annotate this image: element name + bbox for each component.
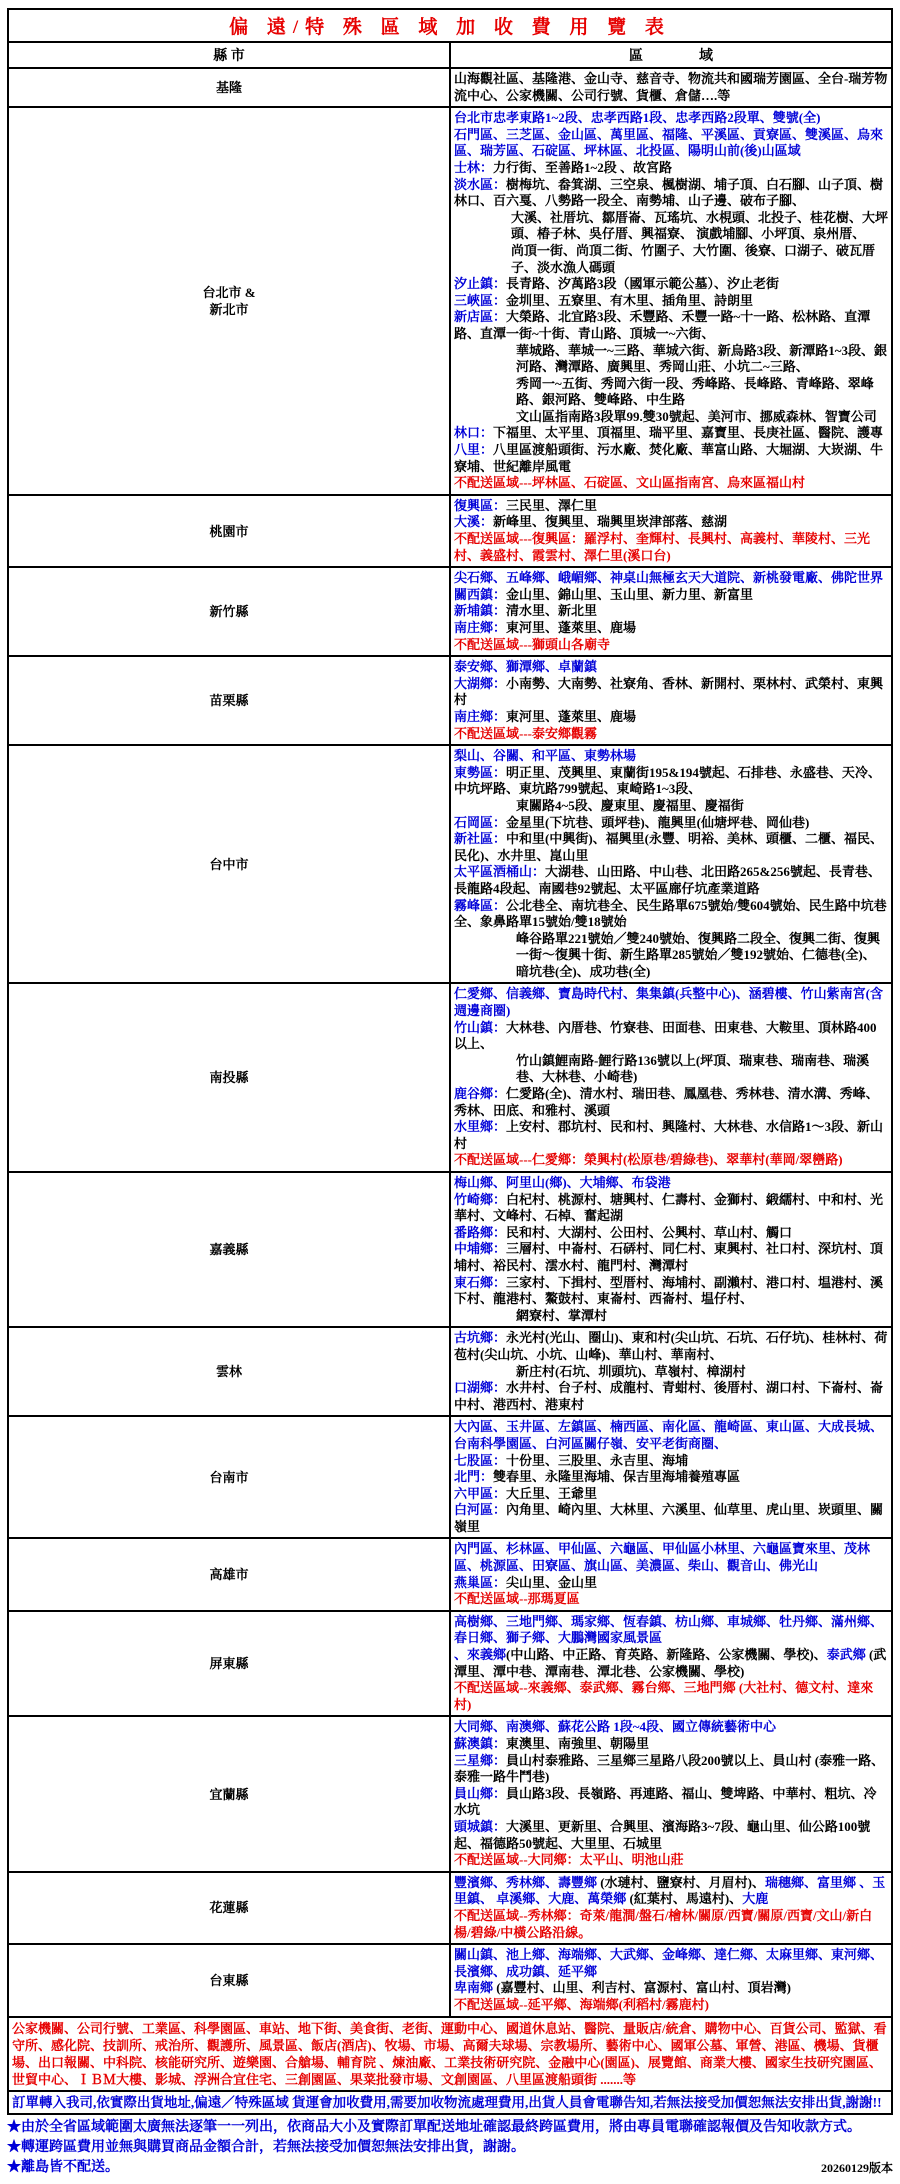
text-segment: 八里區渡船頭街、污水廠、焚化廠、華富山路、大堀湖、大崁湖、牛寮埔、世紀離岸風電 [454, 442, 884, 474]
text-segment: 霧峰區： [454, 897, 507, 913]
county-row [8, 107, 892, 495]
region-line [454, 1502, 888, 1535]
county-label: 苗栗縣 [8, 656, 450, 745]
county-label: 宜蘭縣 [8, 1716, 450, 1871]
region-line [454, 177, 888, 210]
region-cell [450, 1611, 892, 1717]
region-line [454, 1980, 888, 1997]
text-segment: 七股區： [454, 1452, 507, 1468]
region-line [454, 1453, 888, 1470]
text-segment: 文山區指南路3段單99.雙30號起、美河市、挪威森林、智寶公司 [516, 408, 877, 424]
region-cell [450, 983, 892, 1172]
county-row [8, 983, 892, 1172]
title-row [8, 9, 892, 42]
region-line [454, 659, 888, 676]
region-line [454, 243, 888, 276]
region-line [454, 71, 888, 104]
text-segment: 三民里、澤仁里 [506, 497, 598, 513]
text-segment: 淡水區： [454, 176, 507, 192]
region-line [454, 1719, 888, 1736]
text-segment: 泰武鄉 [826, 1647, 866, 1663]
special-places-row [8, 2017, 892, 2092]
county-label: 台東縣 [8, 1944, 450, 2016]
no-delivery-line [454, 726, 888, 743]
county-row [8, 1327, 892, 1416]
text-segment: 大內區、玉井區、左鎮區、楠西區、南化區、龍崎區、東山區、大成長城、台南科學園區、白河區關仔嶺、安平老街商圈、 [454, 1419, 884, 1451]
text-segment: 員山村泰雅路、三星鄉三星路八段200號以上、員山村 (泰雅一路、泰雅一路牛鬥巷) [454, 1752, 885, 1785]
region-line [454, 425, 888, 442]
text-segment: 永光村(光山、圈山)、東和村(尖山坑、石坑、石仔坑)、桂林村、荷苞村(尖山坑、小坑、山峰)、華山村、華南村、 [454, 1330, 888, 1362]
text-segment: 六甲區： [454, 1485, 507, 1501]
text-segment: 中和里(中興街)、福興里(永豐、明裕、美林、頭櫃、二櫃、福民、民化)、水井里、崑山里 [454, 831, 884, 863]
text-segment: 新庄村(石坑、圳頭坑)、草嶺村、樟湖村 [516, 1363, 746, 1379]
region-cell [450, 656, 892, 745]
region-cell [450, 567, 892, 656]
region-line [454, 1364, 888, 1381]
county-label: 花蓮縣 [8, 1872, 450, 1944]
text-segment: 仁愛鄉、信義鄉、寶島時代村、集集鎮(兵整中心)、涵碧樓、竹山紫南宮(含週邊商圈) [454, 986, 883, 1019]
star-note [7, 2118, 893, 2138]
star-note-text: ★離島皆不配送。 [7, 2160, 119, 2176]
region-cell [450, 107, 892, 495]
region-line [454, 376, 888, 409]
text-segment: 新社區： [454, 831, 507, 847]
text-segment: 東澳里、南強里、朝陽里 [506, 1736, 650, 1751]
text-segment: 大湖鄉： [454, 675, 507, 691]
text-segment: 梅山鄉、阿里山(鄉)、大埔鄉、布袋港 [454, 1175, 671, 1190]
text-segment: 尚頂一街、尚頂二街、竹圍子、大竹圍、後寮、口湖子、破瓦厝子、淡水漁人碼頭 [511, 242, 876, 275]
region-line [454, 309, 888, 342]
text-segment: 白河區： [454, 1502, 507, 1518]
region-line [454, 1486, 888, 1503]
text-segment: 東河里、蓬萊里、鹿場 [506, 620, 637, 635]
region-line [454, 1469, 888, 1486]
region-line [454, 1786, 888, 1819]
text-segment: 公北巷全、南坑巷全、民生路單675號始/雙604號始、民生路中坑巷全、象鼻路單15號始/雙18號始 [454, 897, 887, 930]
text-segment: 頭城鎮： [454, 1818, 507, 1834]
text-segment: 雙春里、永隆里海埔、保吉里海埔養殖專區 [493, 1469, 741, 1485]
region-line [454, 1541, 888, 1574]
region-line [454, 1330, 888, 1363]
region-cell [450, 1538, 892, 1610]
text-segment: 竹崎鄉： [454, 1191, 507, 1207]
text-segment: 山海觀社區、基隆港、金山寺、慈音寺、物流共和國瑞芳園區、全台-瑞芳物流中心、公家機關、公司行號、貨櫃、倉儲….等 [454, 71, 888, 103]
region-cell [450, 1172, 892, 1327]
text-segment: 樹梅坑、畚箕湖、三空泉、楓樹湖、埔子頂、白石腳、山子頂、樹林口、百六戛、八勢路一段全、南勢埔、山子邊、破布子腳、 [454, 176, 884, 209]
county-row [8, 495, 892, 567]
text-segment: 林口： [454, 425, 494, 441]
text-segment: 新峰里、復興里、瑞興里崁津部落、慈湖 [493, 514, 728, 530]
text-segment: 三層村、中崙村、石硦村、同仁村、東興村、社口村、深坑村、頂埔村、裕民村、澐水村、龍門村、灣潭村 [454, 1241, 884, 1273]
region-line [454, 1119, 888, 1152]
county-row [8, 1538, 892, 1610]
text-segment: 台北市忠孝東路1~2段、忠孝西路1段、忠孝西路2段單、雙號(全) [454, 110, 821, 126]
text-segment: 三星鄉： [454, 1752, 507, 1768]
county-label: 台北市 & 新北市 [8, 107, 450, 495]
text-segment: 瑞穗鄉、富里鄉 、玉里鎮、 卓溪鄉、大鹿、萬榮鄉 [454, 1874, 886, 1907]
text-segment: 十份里、三股里、永吉里、海埔 [506, 1452, 689, 1468]
text-segment: 金山里、錦山里、玉山里、新力里、新富里 [506, 586, 754, 602]
text-segment: 員山鄉： [454, 1785, 507, 1801]
text-segment: 古坑鄉： [454, 1330, 507, 1346]
county-label: 嘉義縣 [8, 1172, 450, 1327]
region-line [454, 1419, 888, 1452]
text-segment: 蘇澳鎮： [454, 1736, 507, 1751]
region-line [454, 1192, 888, 1225]
text-segment: 大溪、社厝坑、鄒厝崙、瓦瑤坑、水梘頭、北投子、桂花樹、大坪頭、椿子林、吳仔厝、興福寮、 演戲埔腳、小坪頂、泉州厝、 [511, 209, 889, 242]
text-segment: 高樹鄉、三地門鄉、瑪家鄉、恆春鎮、枋山鄉、車城鄉、牡丹鄉、滿州鄉、春日鄉、獅子鄉、大鵬灣國家風景區 [454, 1613, 884, 1646]
region-cell [450, 1716, 892, 1871]
region-line [454, 815, 888, 832]
region-line [454, 127, 888, 160]
region-line [454, 798, 888, 815]
text-segment: (紅葉村、馬遠村)、 [626, 1891, 743, 1907]
region-cell [450, 1416, 892, 1538]
version-label: 20260129版本 [820, 2161, 893, 2176]
region-line [454, 986, 888, 1019]
text-segment: 大榮路、北宜路3段、禾豐路、禾豐一路~十一路、松林路、直潭路、直潭一街~十街、青山路、頂城一~六街、 [454, 309, 871, 341]
text-segment: 不配送區域---獅頭山各廟寺 [454, 636, 610, 652]
no-delivery-line [454, 1152, 888, 1169]
text-segment: 梨山、谷關、和平區、東勢林場 [454, 748, 637, 764]
county-row [8, 1872, 892, 1944]
region-column-header: 區 域 [450, 42, 892, 68]
text-segment: (水璉村、鹽寮村、月眉村)、 [597, 1874, 765, 1890]
county-row [8, 1416, 892, 1538]
county-row [8, 1611, 892, 1717]
text-segment: 上安村、郡坑村、民和村、興隆村、大林巷、水信路1～3段、新山村 [454, 1119, 884, 1151]
county-label: 南投縣 [8, 983, 450, 1172]
region-line [454, 1647, 888, 1680]
header-row [8, 42, 892, 68]
region-line [454, 831, 888, 864]
county-label: 高雄市 [8, 1538, 450, 1610]
text-segment: 南庄鄉： [454, 708, 507, 724]
region-line [454, 864, 888, 897]
region-line [454, 1086, 888, 1119]
text-segment: 大湖巷、山田路、中山巷、北田路265&256號起、長青巷、長龍路4段起、南國巷92號起、太平區廍仔坑產業道路 [454, 864, 881, 896]
text-segment: 清水里、新北里 [506, 603, 598, 619]
text-segment: 泰安鄉、獅潭鄉、卓蘭鎮 [454, 659, 598, 675]
region-line [454, 1614, 888, 1647]
region-line [454, 603, 888, 620]
region-cell [450, 68, 892, 107]
text-segment: 長青路、汐萬路3段（國軍示範公墓）、汐止老街 [506, 276, 780, 292]
county-label: 新竹縣 [8, 567, 450, 656]
region-line [454, 1020, 888, 1053]
text-segment: 新店區： [454, 309, 507, 325]
text-segment: 小南勢、大南勢、社寮角、香林、新開村、栗林村、武榮村、東興村 [454, 675, 884, 708]
text-segment: 不配送區域---仁愛鄉：榮興村(松原巷/碧綠巷)、翠華村(華岡/翠巒路) [454, 1152, 843, 1168]
county-row [8, 1172, 892, 1327]
text-segment: 士林： [454, 159, 494, 175]
county-row [8, 656, 892, 745]
footer-notes [7, 2118, 893, 2178]
text-segment: 不配送區域--那瑪夏區 [454, 1591, 580, 1607]
no-delivery-line [454, 1852, 888, 1869]
text-segment: 大溪里、更新里、合興里、濱海路3~7段、龜山里、仙公路100號起、福德路50號起、大里里、石城里 [454, 1818, 871, 1851]
text-segment: 番路鄉： [454, 1224, 507, 1240]
region-line [454, 898, 888, 931]
text-segment: 明正里、茂興里、東蘭街195&194號起、石排巷、永盛巷、天冷、中坑坪路、東坑路799號起、東崎路1~3段、 [454, 764, 881, 797]
text-segment: 三家村、下揖村、型厝村、海埔村、副瀨村、港口村、塭港村、溪下村、龍港村、鰲鼓村、東崙村、西崙村、塭仔村、 [454, 1274, 884, 1307]
fee-table [7, 8, 893, 2115]
text-segment: 金圳里、五寮里、有木里、插角里、詩朗里 [506, 292, 754, 308]
text-segment: 汐止鎮： [454, 276, 507, 292]
no-delivery-line [454, 1591, 888, 1608]
text-segment: 不配送區域--來義鄉、泰武鄉、霧台鄉、三地門鄉 (大社村、德文村、達來村) [454, 1680, 874, 1712]
region-line [454, 1275, 888, 1308]
region-line [454, 110, 888, 127]
region-line [454, 587, 888, 604]
region-line [454, 1380, 888, 1413]
text-segment: 口湖鄉： [454, 1380, 507, 1396]
text-segment: 鹿谷鄉： [454, 1086, 507, 1102]
region-line [454, 931, 888, 964]
text-segment: 石門區、三芝區、金山區、萬里區、福隆、平溪區、貢寮區、雙溪區、烏來區、瑞芳區、石碇區、坪林區、北投區、陽明山前(後)山區域 [454, 126, 884, 159]
region-line [454, 1308, 888, 1325]
county-label: 台南市 [8, 1416, 450, 1538]
text-segment: 竹山鎮鯉南路-鯉行路136號以上(坪頂、瑞東巷、瑞南巷、瑞溪巷、大林巷、小崎巷) [516, 1052, 870, 1085]
region-cell [450, 1327, 892, 1416]
text-segment: 內角里、崎內里、大林里、六溪里、仙草里、虎山里、崁頭里、關嶺里 [454, 1502, 884, 1534]
text-segment: 東勢區： [454, 764, 507, 780]
text-segment: 不配送區域--延平鄉、海端鄉(利稻村/霧鹿村) [454, 1996, 709, 2012]
text-segment: 力行街、至善路1~2段 、故宮路 [493, 159, 673, 175]
text-segment: 峰谷路單221號始／雙240號始、復興路二段全、復興二街、復興一街～復興十街、新生路單285號始／雙192號始、仁德巷(全)、 [516, 930, 881, 963]
county-label: 台中市 [8, 745, 450, 983]
region-line [454, 1241, 888, 1274]
county-column-header: 縣 市 [8, 42, 450, 68]
text-segment: (中山路、中正路、育英路、新隆路、公家機關、學校)、 [506, 1647, 827, 1663]
text-segment: 尖山里、金山里 [506, 1574, 598, 1590]
text-segment: 東河里、蓬萊里、鹿場 [506, 708, 637, 724]
text-segment: 大林巷、內厝巷、竹寮巷、田面巷、田東巷、大鞍里、頂林路400以上、 [454, 1019, 877, 1052]
region-line [454, 570, 888, 587]
region-line [454, 676, 888, 709]
text-segment: 中埔鄉： [454, 1241, 507, 1257]
text-segment: 暗坑巷(全)、成功巷(全) [516, 963, 651, 979]
county-row [8, 745, 892, 983]
text-segment: 尖石鄉、五峰鄉、峨嵋鄉、神桌山無極玄天大道院、新桃發電廠、佛陀世界 [454, 570, 884, 586]
region-line [454, 765, 888, 798]
text-segment: 石岡區： [454, 814, 507, 830]
region-line [454, 1053, 888, 1086]
no-delivery-line [454, 637, 888, 654]
text-segment: 白杞村、桃源村、塘興村、仁壽村、金獅村、緞繻村、中和村、光華村、文峰村、石棹、奮起湖 [454, 1191, 884, 1224]
text-segment: 下福里、太平里、頂福里、瑞平里、嘉寶里、長庚社區、醫院、護專 [493, 425, 884, 441]
region-line [454, 276, 888, 293]
text-segment: 燕巢區： [454, 1574, 507, 1590]
page-title: 偏 遠/特 殊 區 域 加 收 費 用 覽 表 [8, 9, 892, 42]
text-segment: 水里鄉： [454, 1119, 507, 1135]
county-row [8, 567, 892, 656]
no-delivery-line [454, 1997, 888, 2014]
region-line [454, 514, 888, 531]
region-line [454, 498, 888, 515]
text-segment: 不配送區域---坪林區、石碇區、文山區指南宮、烏來區福山村 [454, 475, 805, 491]
text-segment: 太平區酒桶山： [454, 864, 546, 880]
region-line [454, 964, 888, 981]
text-segment: 竹山鎮： [454, 1019, 507, 1035]
no-delivery-line [454, 1680, 888, 1713]
text-segment: 不配送區域---泰安鄉觀霧 [454, 725, 597, 741]
text-segment: 北門： [454, 1469, 494, 1485]
text-segment: 不配送區域---復興區：羅浮村、奎輝村、長興村、高義村、華陵村、三光村、義盛村、霞雲村、澤仁里(溪口台) [454, 531, 870, 563]
region-line [454, 709, 888, 726]
region-line [454, 343, 888, 376]
star-note-text: ★由於全省區域範圍太廣無法逐筆一一列出，依商品大小及實際訂單配送地址確認最終跨區費用，將由專員電聯確認報價及告知收款方式。 [7, 2120, 861, 2136]
county-label: 屏東縣 [8, 1611, 450, 1717]
text-segment: 大鹿 [742, 1891, 769, 1907]
region-line [454, 293, 888, 310]
text-segment: 卑南鄉 [454, 1980, 494, 1996]
text-segment: 仁愛路(全)、清水村、瑞田巷、鳳凰巷、秀林巷、清水溝、秀峰、秀林、田底、和雅村、溪頭 [454, 1086, 879, 1118]
text-segment: 南庄鄉： [454, 620, 507, 635]
text-segment: 水井村、台子村、成龍村、青蚶村、後厝村、湖口村、下崙村、崙中村、港西村、港東村 [454, 1380, 884, 1412]
text-segment: 關山鎮、池上鄉、海端鄉、大武鄉、金峰鄉、達仁鄉、太麻里鄉、東河鄉、長濱鄉、成功鎮、延平鄉 [454, 1947, 884, 1979]
text-segment: 東關路4~5段、慶東里、慶福里、慶福街 [516, 797, 744, 813]
region-line [454, 1225, 888, 1242]
region-line [454, 160, 888, 177]
county-row [8, 1944, 892, 2016]
text-segment: 復興區： [454, 497, 507, 513]
region-line [454, 1736, 888, 1753]
region-line [454, 1947, 888, 1980]
region-line [454, 1753, 888, 1786]
text-segment: 東石鄉： [454, 1274, 507, 1290]
text-segment: 八里： [454, 442, 494, 458]
region-line [454, 1175, 888, 1192]
region-line [454, 1819, 888, 1852]
county-row [8, 1716, 892, 1871]
text-segment: 關西鎮： [454, 586, 507, 602]
star-note [7, 2158, 893, 2178]
region-cell [450, 1944, 892, 2016]
region-line [454, 1575, 888, 1592]
text-segment: 新埔鎮： [454, 603, 507, 619]
county-label: 基隆 [8, 68, 450, 107]
region-line [454, 210, 888, 243]
star-note [7, 2138, 893, 2158]
text-segment: 網寮村、掌潭村 [516, 1307, 608, 1323]
region-line [454, 748, 888, 765]
text-segment: 大同鄉、南澳鄉、蘇花公路 1段~4段、國立傳統藝術中心 [454, 1719, 777, 1735]
text-segment: 內門區、杉林區、甲仙區、六龜區、甲仙區小林里、六龜區寶來里、茂林區、桃源區、田寮區、旗山區、美濃區、柴山、觀音山、佛光山 [454, 1541, 871, 1574]
county-row [8, 68, 892, 107]
special-places-text: 公家機關、公司行號、工業區、科學園區、車站、地下街、美食街、老街、運動中心、國道休息站、醫院、量販店/統倉、購物中心、百貨公司、監獄、看守所、感化院、技訓所、戒治所、觀護所、風景區、飯店(酒店)、牧場、市場、高爾夫球場、宗教場所、藝術中心、國軍公墓、軍營、港區、機場、貨櫃場、出口報關、中科院、核能研究所、遊樂園、合艙場、輔育院 、煉油廠、工業技術研究院、金融中心(園區)、展覽館、商業大樓、國家生技研究園區、世貿中心、ＩＢＭ大樓、影城、浮洲合宜住宅、三創園區、果菜批發市場、文創園區、八里區渡船頭街 .......等 [12, 2020, 887, 2088]
region-cell [450, 1872, 892, 1944]
text-segment: 、來義鄉 [454, 1647, 507, 1663]
star-note-text: ★轉運跨區費用並無與購買商品金額合計，若無法接受加價恕無法安排出貨，謝謝。 [7, 2140, 525, 2156]
text-segment: 金星里(下坑巷、頭坪巷)、龍興里(仙塘坪巷、岡仙巷) [506, 814, 810, 830]
text-segment: 民和村、大湖村、公田村、公興村、草山村、觸口 [506, 1224, 793, 1240]
surcharge-notice-row [8, 2091, 892, 2114]
no-delivery-line [454, 1908, 888, 1941]
text-segment: 大溪： [454, 514, 494, 530]
region-line [454, 1875, 888, 1908]
text-segment: (嘉豐村、山里、利吉村、富源村、富山村、頂岩灣) [493, 1980, 791, 1996]
no-delivery-line [454, 475, 888, 492]
text-segment: 員山路3段、長嶺路、再連路、福山、雙埤路、中華村、粗坑、冷水坑 [454, 1785, 877, 1818]
text-segment: 三峽區： [454, 292, 507, 308]
county-label: 桃園市 [8, 495, 450, 567]
text-segment: 大丘里、王爺里 [506, 1485, 598, 1501]
county-label: 雲林 [8, 1327, 450, 1416]
text-segment: 豐濱鄉、秀林鄉、壽豐鄉 [454, 1874, 598, 1890]
region-line [454, 442, 888, 475]
region-cell [450, 495, 892, 567]
region-line [454, 620, 888, 637]
text-segment: 不配送區域--秀林鄉：奇萊/龍澗/盤石/檜林/關原/西寶/關原/西寶/文山/新白楊/碧綠/中橫公路沿線。 [454, 1907, 873, 1940]
text-segment: 華城路、華城一~三路、華城六街、新烏路3段、新潭路1~3段、銀河路、灣潭路、廣興里、秀岡山莊、小坑二~三路、 [516, 342, 888, 375]
text-segment: (武潭里、潭中巷、潭南巷、潭北巷、公家機關、學校) [454, 1647, 887, 1679]
no-delivery-line [454, 531, 888, 564]
region-line [454, 409, 888, 426]
text-segment: 不配送區域--大同鄉：太平山、明池山莊 [454, 1852, 684, 1868]
region-cell [450, 745, 892, 983]
surcharge-notice-text: 訂單轉入我司,依實際出貨地址,偏遠／特殊區域 貨運會加收費用,需要加收物流處理費用,出貨人員會電聯告知,若無法接受加價恕無法安排出貨,謝謝!! [12, 2095, 882, 2111]
text-segment: 秀岡一~五街、秀岡六街一段、秀峰路、長峰路、青峰路、翠峰路、銀河路、雙峰路、中生路 [516, 375, 874, 408]
